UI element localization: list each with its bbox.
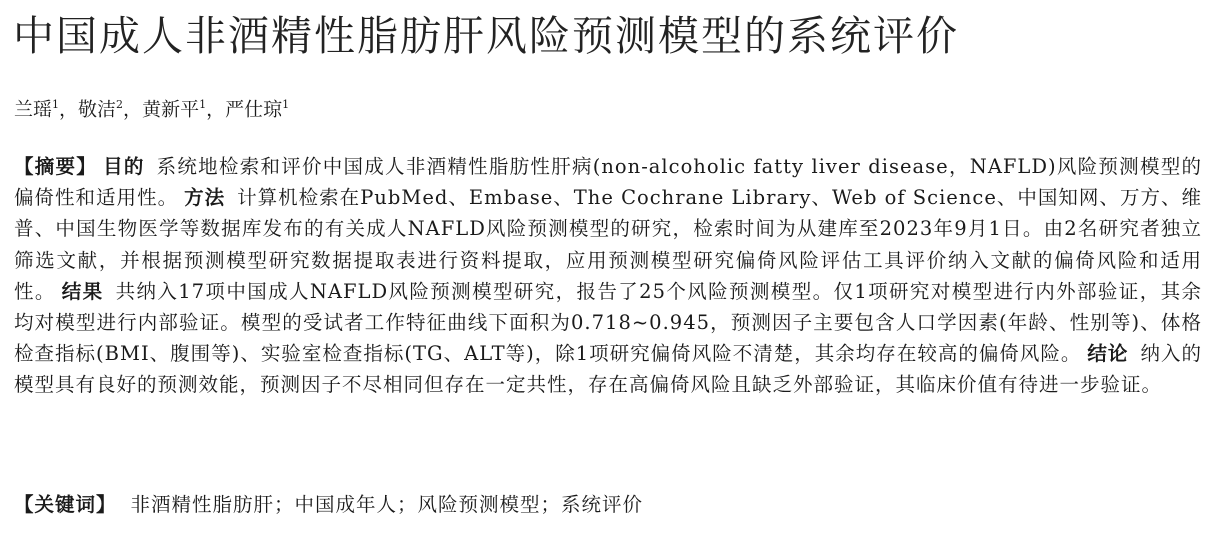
author-separator: ，	[59, 98, 79, 121]
keywords	[14, 489, 1202, 520]
abstract-label: 【摘要】	[14, 155, 98, 178]
author-affiliation: 1	[282, 98, 290, 111]
results-text: 共纳入17项中国成人NAFLD风险预测模型研究，报告了25个风险预测模型。仅1项研究对模型进行内外部验证，其余均对模型进行内部验证。模型的受试者工作特征曲线下面积为0.718~0.945，预测因子主要包含人口学因素(年龄、性别等)、体格检查指标(BMI、腹围等)、实验室检查指标(TG、ALT等)，除1项研究偏倚风险不清楚，其余均存在较高的偏倚风险。	[14, 279, 1202, 366]
objective-text: 系统地检索和评价中国成人非酒精性脂肪性肝病(non-alcoholic fatty liver disease，NAFLD)风险预测模型的偏倚性和适用性。	[14, 155, 1202, 210]
author-affiliation: 2	[116, 98, 124, 111]
abstract	[14, 151, 1202, 401]
methods-text: 计算机检索在PubMed、Embase、The Cochrane Library、Web of Science、中国知网、万方、维普、中国生物医学等数据库发布的有关成人NAFLD风险预测模型的研究，检索时间为从建库至2023年9月1日。由2名研究者独立筛选文献，并根据预测模型研究数据提取表进行资料提取，应用预测模型研究偏倚风险评估工具评价纳入文献的偏倚风险和适用性。	[14, 186, 1202, 303]
methods-heading: 方法	[184, 186, 226, 210]
author-name: 敬洁	[78, 98, 117, 121]
conclusion-heading: 结论	[1087, 342, 1129, 366]
author-affiliation: 1	[52, 98, 60, 111]
author-separator: ，	[206, 98, 226, 121]
author-name: 黄新平	[142, 98, 200, 121]
author-list	[14, 90, 289, 124]
author-name: 严仕琼	[225, 98, 283, 121]
objective-heading: 目的	[103, 155, 145, 178]
paper-title: 中国成人非酒精性脂肪肝风险预测模型的系统评价	[13, 12, 959, 60]
keywords-label: 【关键词】	[14, 493, 117, 516]
keywords-text: 非酒精性脂肪肝；中国成年人；风险预测模型；系统评价	[130, 493, 644, 516]
conclusion-text: 纳入的模型具有良好的预测效能，预测因子不尽相同但存在一定共性，存在高偏倚风险且缺乏外部验证，其临床价值有待进一步验证。	[14, 342, 1202, 397]
results-heading: 结果	[61, 279, 104, 303]
author-affiliation: 1	[199, 98, 207, 111]
author-name: 兰瑶	[14, 98, 53, 121]
author-separator: ，	[123, 98, 143, 121]
